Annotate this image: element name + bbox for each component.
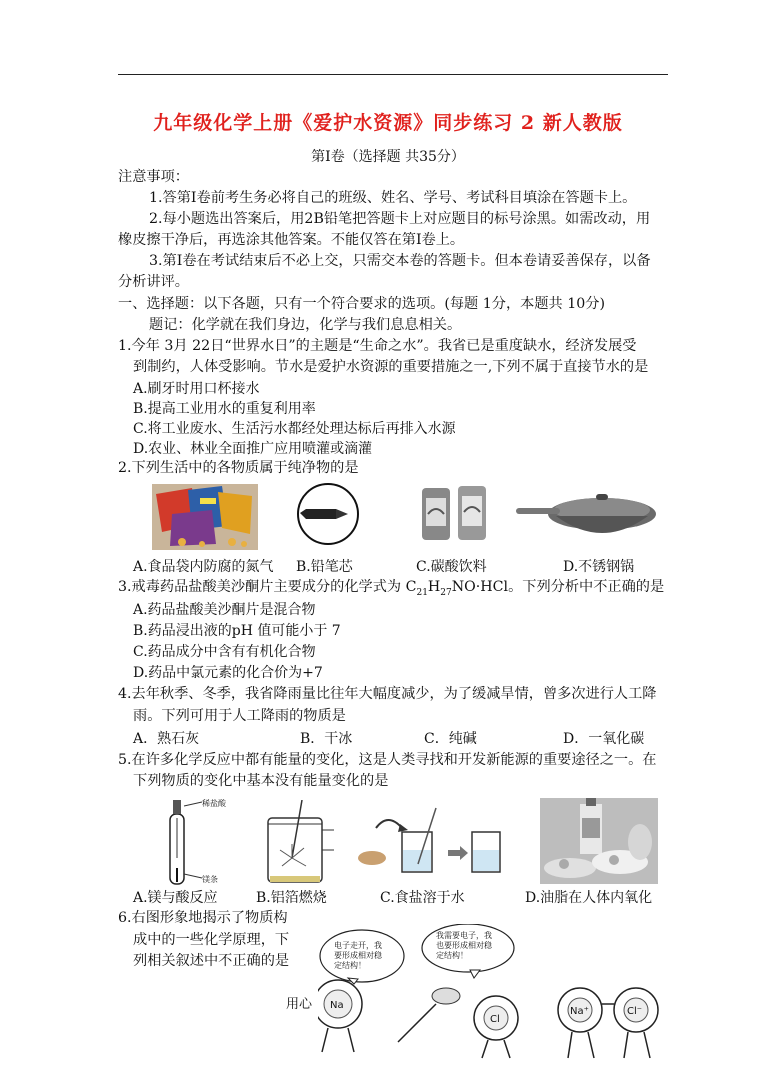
q5-line-1: 5.在许多化学反应中都有能量的变化，这是人类寻找和开发新能源的重要途径之一。在 xyxy=(118,752,657,768)
bubble2-line-3: 定结构！ xyxy=(436,951,468,960)
q6-line-3: 列相关叙述中不正确的是 xyxy=(133,953,290,969)
ion-cl-label: Cl⁻ xyxy=(627,1006,643,1017)
atom-na-label: Na xyxy=(330,1000,344,1011)
q1-option-d: D.农业、林业全面推广应用喷灌或滴灌 xyxy=(133,441,373,457)
notice-line-2: 2.每小题选出答案后，用2B铅笔把答题卡上对应题目的标号涂黑。如需改动，用 xyxy=(149,211,651,227)
q6-line-2: 成中的一些化学原理，下 xyxy=(133,932,290,948)
ion-na-label: Na⁺ xyxy=(570,1006,589,1017)
q2-option-b: B.铅笔芯 xyxy=(296,559,353,575)
bubble1-line-2: 要形成相对稳 xyxy=(334,951,382,960)
q2-option-a: A.食品袋内防腐的氮气 xyxy=(133,559,274,575)
q5-option-c: C.食盐溶于水 xyxy=(380,890,465,906)
atom-cl-label: Cl xyxy=(490,1014,500,1025)
pencil-lead-image xyxy=(296,482,360,546)
document-title: 九年级化学上册《爱护水资源》同步练习 2 新人教版 xyxy=(153,112,623,134)
notice-line-5: 分析讲评。 xyxy=(118,274,189,290)
q1-line-2: 到制约，人体受影响。节水是爱护水资源的重要措施之一,下列不属于直接节水的是 xyxy=(133,359,649,375)
q2-option-d: D.不锈钢锅 xyxy=(563,559,635,575)
header-rule xyxy=(118,74,668,75)
q4-option-d: D．一氧化碳 xyxy=(563,731,645,747)
volume-heading: 第Ⅰ卷（选择题 共35分） xyxy=(311,149,465,165)
q1-option-c: C.将工业废水、生活污水都经处理达标后再排入水源 xyxy=(133,421,456,437)
q3-option-c: C.药品成分中含有有机化合物 xyxy=(133,644,316,660)
q6-line-1: 6.右图形象地揭示了物质构 xyxy=(118,910,288,926)
notice-line-3: 橡皮擦干净后，再选涂其他答案。不能仅答在第Ⅰ卷上。 xyxy=(118,232,465,248)
care-mark: 用心 xyxy=(286,997,313,1012)
q4-line-1: 4.去年秋季、冬季，我省降雨量比往年大幅度减少，为了缓减旱情，曾多次进行人工降 xyxy=(118,686,657,702)
q1-option-b: B.提高工业用水的重复利用率 xyxy=(133,401,316,417)
q2-option-c: C.碳酸饮料 xyxy=(416,559,487,575)
q3-line: 3.戒毒药品盐酸美沙酮片主要成分的化学式为 $C_{21}H_{27}NO\cdot HCl$。下列分析中不正确的是 xyxy=(118,579,665,598)
magnesium-acid-image xyxy=(150,798,250,886)
section-subtitle: 题记：化学就在我们身边，化学与我们息息相关。 xyxy=(149,317,462,333)
section-heading: 一、选择题：以下各题，只有一个符合要求的选项。(每题 1分，本题共 10分) xyxy=(118,296,605,312)
notice-line-1: 1.答第Ⅰ卷前考生务必将自己的班级、姓名、学号、考试科目填涂在答题卡上。 xyxy=(149,190,637,206)
aluminum-burning-image xyxy=(262,800,344,886)
mg-label: 镁条 xyxy=(202,875,218,884)
q3-option-a: A.药品盐酸美沙酮片是混合物 xyxy=(133,602,316,618)
q1-line-1: 1.今年 3月 22日“世界水日”的主题是“生命之水”。我省已是重度缺水，经济发展受 xyxy=(118,338,637,354)
q5-option-a: A.镁与酸反应 xyxy=(133,890,218,906)
q1-option-a: A.刷牙时用口杯接水 xyxy=(133,381,260,397)
oil-food-image xyxy=(540,798,658,884)
q5-option-d: D.油脂在人体内氧化 xyxy=(525,890,653,906)
bubble1-line-3: 定结构！ xyxy=(334,961,366,970)
q3-option-d: D.药品中氯元素的化合价为+7 xyxy=(133,665,323,681)
q4-option-c: C．纯碱 xyxy=(424,731,477,747)
salt-dissolving-image xyxy=(352,806,502,882)
ion-cartoon-image xyxy=(318,924,662,1064)
q4-line-2: 雨。下列可用于人工降雨的物质是 xyxy=(133,708,346,724)
q5-line-2: 下列物质的变化中基本没有能量变化的是 xyxy=(133,773,389,789)
q5-option-b: B.铝箔燃烧 xyxy=(256,890,327,906)
q4-option-b: B．干冰 xyxy=(300,731,353,747)
q3-option-b: B.药品浸出液的pH 值可能小于 7 xyxy=(133,623,341,639)
bubble2-line-2: 也要形成相对稳 xyxy=(436,941,492,950)
soda-cans-image xyxy=(420,484,490,542)
q4-option-a: A．熟石灰 xyxy=(133,731,200,747)
q2-line: 2.下列生活中的各物质属于纯净物的是 xyxy=(118,460,359,476)
notice-heading: 注意事项： xyxy=(118,169,189,185)
bubble2-line-1: 我需要电子，我 xyxy=(436,931,492,940)
steel-pot-image xyxy=(516,484,662,548)
acid-label: 稀盐酸 xyxy=(202,799,226,808)
snack-bags-image xyxy=(152,484,258,550)
bubble1-line-1: 电子走开，我 xyxy=(334,941,382,950)
notice-line-4: 3.第Ⅰ卷在考试结束后不必上交，只需交本卷的答题卡。但本卷请妥善保存，以备 xyxy=(149,253,651,269)
